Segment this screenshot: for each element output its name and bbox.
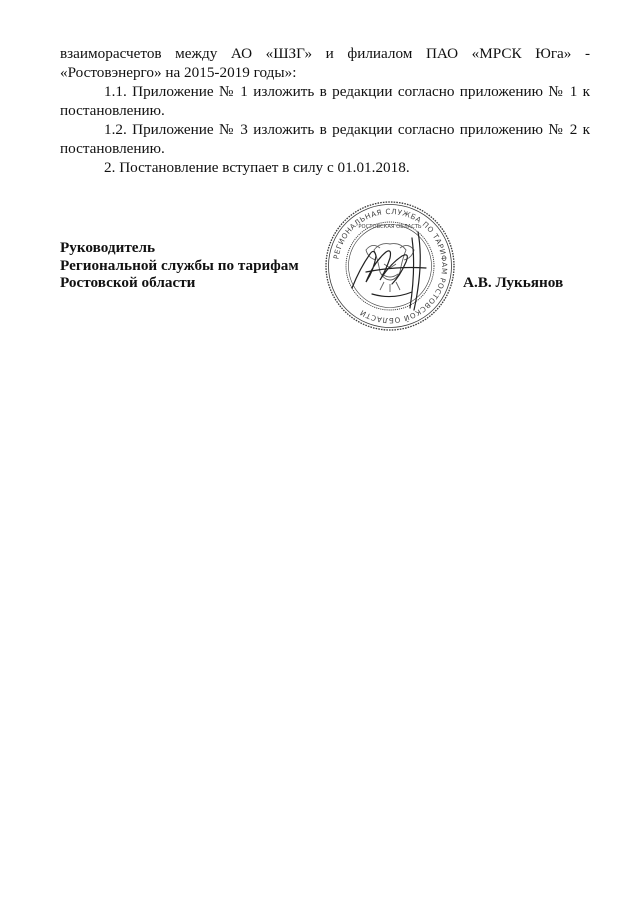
- body-text: [60, 44, 590, 177]
- signer-position-line-2: Региональной службы по тарифам: [60, 256, 299, 274]
- signer-position-line-3: Ростовской области: [60, 274, 196, 291]
- seal-outer-text: РЕГИОНАЛЬНАЯ СЛУЖБА ПО ТАРИФАМ РОСТОВСКОЙ ОБЛАСТИ: [331, 206, 450, 326]
- signer-name: А.В. Лукьянов: [463, 274, 564, 291]
- paragraph-item-1-1: 1.1. Приложение № 1 изложить в редакции согласно приложению № 1 к постановлению.: [60, 83, 590, 119]
- signer-position-line-1: Руководитель: [60, 239, 156, 256]
- paragraph-item-2: 2. Постановление вступает в силу с 01.01.2018.: [104, 159, 410, 176]
- signature-block: [60, 239, 590, 292]
- seal-inner-text: РОСТОВСКАЯ ОБЛАСТЬ: [358, 224, 422, 230]
- paragraph-item-1-2: 1.2. Приложение № 3 изложить в редакции согласно приложению № 2 к постановлению.: [60, 121, 590, 157]
- paragraph-continuation: взаиморасчетов между АО «ШЗГ» и филиалом ПАО «МРСК Юга» - «Ростовэнерго» на 2015-2019 годы»:: [60, 45, 590, 81]
